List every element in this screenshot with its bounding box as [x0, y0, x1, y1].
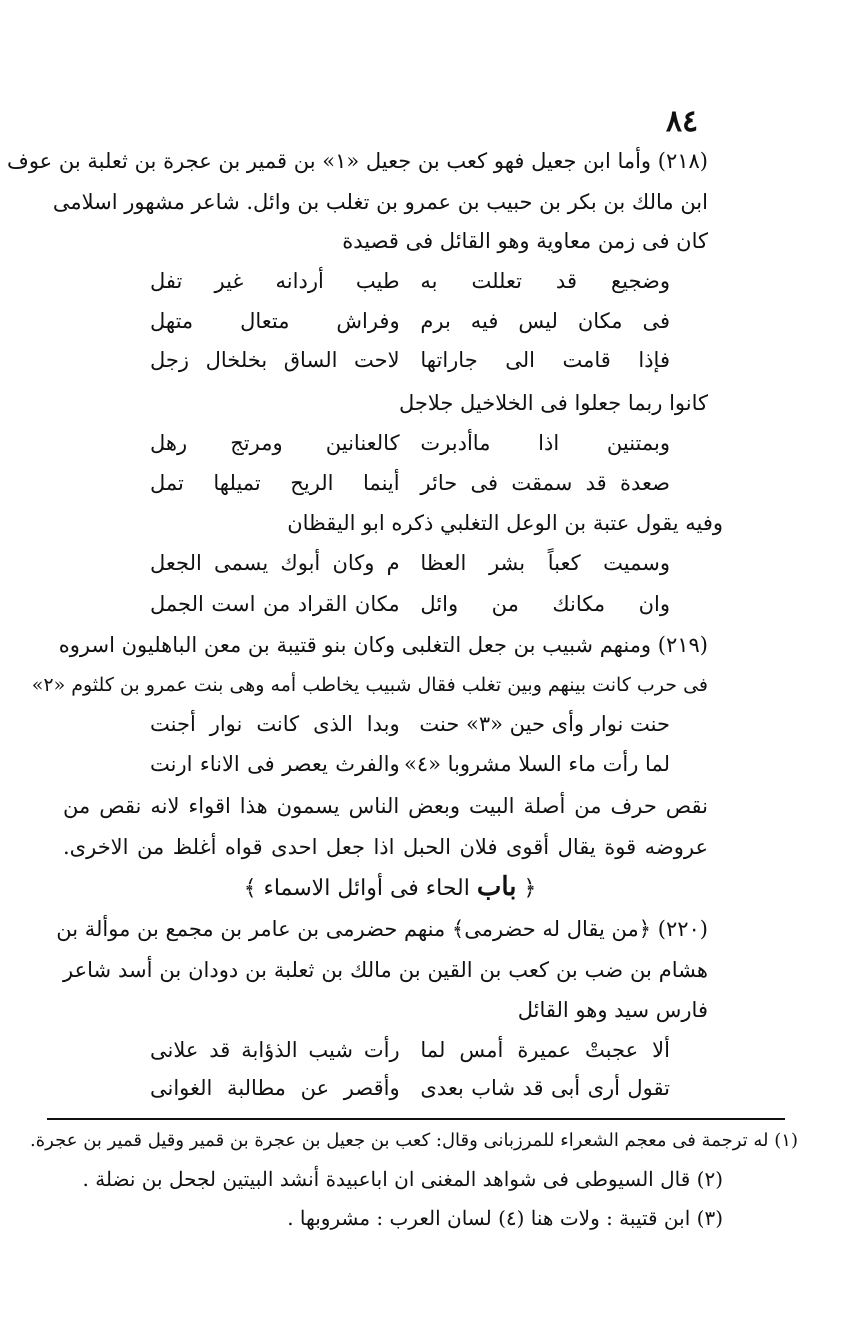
verse-hemistich: مكان القراد من است الجمل [150, 592, 400, 616]
heading-bracket: ﴿ [523, 876, 537, 901]
verse-hemistich: رأت شيب الذؤابة قد علانى [150, 1038, 400, 1062]
verse-hemistich: ألا عجبتْ عميرة أمس لما [420, 1038, 670, 1062]
verse-hemistich: والفرث يعصر فى الاناء ارنت [150, 752, 400, 776]
text-line: فارس سيد وهو القائل [517, 998, 708, 1022]
verse [150, 709, 670, 741]
verse-hemistich: كالعنانين ومرتج رهل [150, 431, 400, 455]
verse [150, 589, 670, 621]
heading-text: الحاء فى أوائل الاسماء [263, 876, 470, 901]
verse-hemistich: وفراش متعال متهل [150, 309, 400, 333]
text-line: (٢١٩) ومنهم شبيب بن جعل التغلبى وكان بنو قتيبة بن معن الباهليون اسروه [58, 633, 708, 657]
verse-hemistich: وان مكانك من وائل [420, 592, 670, 616]
heading-bracket: ﴾ [243, 876, 257, 901]
verse-hemistich: م وكان أبوك يسمى الجعل [150, 551, 400, 575]
verse-hemistich: لما رأت ماء السلا مشروبا «٤» [403, 752, 670, 776]
verse-hemistich: وضجيع قد تعللت به [420, 269, 670, 293]
text-line: وفيه يقول عتبة بن الوعل التغلبي ذكره ابو اليقظان [287, 511, 723, 535]
verse [150, 266, 670, 298]
text-line: فى حرب كانت بينهم وبين تغلب فقال شبيب يخاطب أمه وهى بنت عمرو بن كلثوم «٢» [31, 674, 708, 696]
text-line: كان فى زمن معاوية وهو القائل فى قصيدة [342, 229, 708, 253]
verse [150, 1073, 670, 1105]
text-line: (٢٢٠) ﴿من يقال له حضرمى﴾ منهم حضرمى بن عامر بن مجمع بن موألة بن [56, 917, 708, 941]
footnote-divider [47, 1118, 785, 1120]
verse-hemistich: حنت نوار وأى حين «٣» حنت [419, 712, 670, 736]
page-number: ٨٤ [665, 104, 699, 139]
verse [150, 548, 670, 580]
verse-hemistich: صعدة قد سمقت فى حائر [420, 471, 670, 495]
footnote: (١) له ترجمة فى معجم الشعراء للمرزبانى وقال: كعب بن جعيل بن عجرة بن قمير وقيل قمير بن عجرة. [30, 1130, 798, 1151]
text-line: ابن مالك بن بكر بن حبيب بن عمرو بن تغلب بن وائل. شاعر مشهور اسلامى [52, 190, 708, 214]
verse-hemistich: وبدا الذى كانت نوار أجنت [150, 712, 400, 736]
verse-hemistich: وسميت كعباً بشر العظا [420, 551, 670, 575]
text-line: كانوا ربما جعلوا فى الخلاخيل جلاجل [398, 391, 708, 415]
text-line: نقص حرف من أصلة البيت وبعض الناس يسمون هذا اقواء لانه نقص من [63, 794, 708, 818]
verse [150, 468, 670, 500]
verse [150, 306, 670, 338]
verse-hemistich: وأقصر عن مطالبة الغوانى [150, 1076, 400, 1100]
verse-hemistich: لاحت الساق بخلخال زجل [150, 348, 400, 372]
verse [150, 1035, 670, 1067]
verse [150, 428, 670, 460]
footnote: (٢) قال السيوطى فى شواهد المغنى ان اباعبيدة أنشد البيتين لجحل بن نضلة . [82, 1167, 723, 1191]
text-line: هشام بن ضب بن كعب بن القين بن مالك بن ثعلبة بن دودان بن أسد شاعر [63, 958, 708, 982]
chapter-heading [230, 872, 550, 904]
verse-hemistich: وبمتنين اذا ماأدبرت [420, 431, 670, 455]
text-line: عروضه قوة يقال أقوى فلان الحبل اذا جعل احدى قواه أغلظ من الاخرى. [63, 835, 708, 859]
verse-hemistich: طيب أردانه غير تفل [150, 269, 400, 293]
verse-hemistich: فى مكان ليس فيه برم [420, 309, 670, 333]
heading-bab: باب [476, 872, 517, 902]
text-line: (٢١٨) وأما ابن جعيل فهو كعب بن جعيل «١» بن قمير بن عجرة بن ثعلبة بن عوف [7, 149, 708, 173]
verse-hemistich: أينما الريح تميلها تمل [150, 471, 400, 495]
verse [150, 345, 670, 377]
verse [150, 749, 670, 781]
verse-hemistich: تقول أرى أبى قد شاب بعدى [420, 1076, 670, 1100]
footnote: (٣) ابن قتيبة : ولات هنا (٤) لسان العرب : مشروبها . [287, 1206, 723, 1230]
verse-hemistich: فإذا قامت الى جاراتها [420, 348, 670, 372]
